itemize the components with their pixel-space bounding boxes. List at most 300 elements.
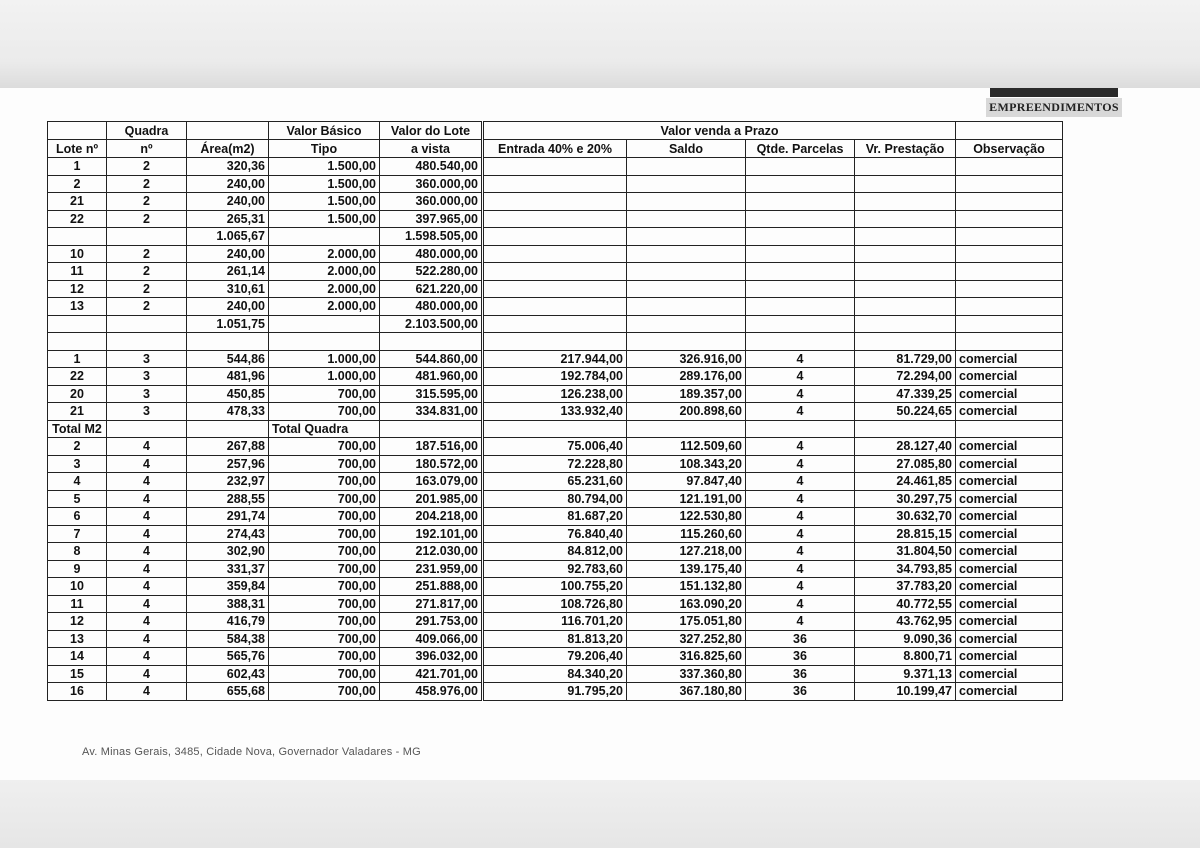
- header-observacao: Observação: [956, 140, 1063, 158]
- cell-lote: 13: [48, 630, 107, 648]
- cell-valor-basico: 1.500,00: [269, 193, 380, 211]
- cell-valor-basico: 700,00: [269, 525, 380, 543]
- cell-valor-lote: 2.103.500,00: [380, 315, 483, 333]
- table-row: [48, 613, 1063, 631]
- cell-lote: 8: [48, 543, 107, 561]
- cell-entrada: 116.701,20: [483, 613, 627, 631]
- cell-observacao: comercial: [956, 403, 1063, 421]
- cell-parcelas: [746, 210, 855, 228]
- header-quadra: nº: [107, 140, 187, 158]
- cell-entrada: 108.726,80: [483, 595, 627, 613]
- cell-area: 584,38: [187, 630, 269, 648]
- cell-valor-basico: 700,00: [269, 508, 380, 526]
- cell-quadra: [107, 333, 187, 351]
- cell-quadra: 4: [107, 648, 187, 666]
- cell-lote: [48, 228, 107, 246]
- cell-parcelas: [746, 420, 855, 438]
- cell-valor-lote: 180.572,00: [380, 455, 483, 473]
- cell-lote: [48, 333, 107, 351]
- cell-saldo: 97.847,40: [627, 473, 746, 491]
- cell-prestacao: 34.793,85: [855, 560, 956, 578]
- header-valor-lote-top: Valor do Lote: [380, 122, 483, 140]
- table-row: [48, 333, 1063, 351]
- cell-saldo: 337.360,80: [627, 665, 746, 683]
- cell-valor-basico: 700,00: [269, 490, 380, 508]
- cell-prestacao: 50.224,65: [855, 403, 956, 421]
- cell-observacao: comercial: [956, 350, 1063, 368]
- header-lote-top: [48, 122, 107, 140]
- cell-parcelas: 4: [746, 508, 855, 526]
- cell-area: 320,36: [187, 158, 269, 176]
- cell-entrada: [483, 263, 627, 281]
- header-observacao-top: [956, 122, 1063, 140]
- cell-area: 240,00: [187, 245, 269, 263]
- table-row: [48, 595, 1063, 613]
- cell-saldo: 108.343,20: [627, 455, 746, 473]
- cell-valor-basico: 1.000,00: [269, 368, 380, 386]
- cell-valor-basico: 700,00: [269, 595, 380, 613]
- cell-lote: 1: [48, 158, 107, 176]
- cell-entrada: [483, 280, 627, 298]
- cell-saldo: 163.090,20: [627, 595, 746, 613]
- table-row: [48, 473, 1063, 491]
- cell-prestacao: [855, 280, 956, 298]
- cell-valor-lote: 481.960,00: [380, 368, 483, 386]
- cell-lote: 1: [48, 350, 107, 368]
- cell-parcelas: [746, 175, 855, 193]
- cell-valor-basico: 2.000,00: [269, 263, 380, 281]
- cell-valor-lote: 360.000,00: [380, 175, 483, 193]
- cell-observacao: [956, 228, 1063, 246]
- header-quadra-top: Quadra: [107, 122, 187, 140]
- cell-observacao: [956, 280, 1063, 298]
- cell-valor-lote: 315.595,00: [380, 385, 483, 403]
- cell-lote: 5: [48, 490, 107, 508]
- cell-valor-lote: 204.218,00: [380, 508, 483, 526]
- cell-prestacao: 43.762,95: [855, 613, 956, 631]
- cell-lote: 15: [48, 665, 107, 683]
- cell-observacao: [956, 210, 1063, 228]
- cell-prestacao: [855, 175, 956, 193]
- cell-quadra: 4: [107, 438, 187, 456]
- cell-valor-basico: 700,00: [269, 403, 380, 421]
- cell-valor-lote: 522.280,00: [380, 263, 483, 281]
- table-row: [48, 315, 1063, 333]
- cell-saldo: 316.825,60: [627, 648, 746, 666]
- cell-saldo: 122.530,80: [627, 508, 746, 526]
- cell-quadra: 3: [107, 385, 187, 403]
- cell-prestacao: [855, 158, 956, 176]
- cell-area: 240,00: [187, 193, 269, 211]
- cell-valor-basico: 2.000,00: [269, 298, 380, 316]
- cell-saldo: 326.916,00: [627, 350, 746, 368]
- cell-area: 450,85: [187, 385, 269, 403]
- cell-lote: Total M2: [48, 420, 107, 438]
- cell-observacao: comercial: [956, 438, 1063, 456]
- cell-saldo: [627, 193, 746, 211]
- cell-lote: 12: [48, 280, 107, 298]
- cell-lote: 10: [48, 245, 107, 263]
- cell-observacao: [956, 245, 1063, 263]
- cell-parcelas: 4: [746, 543, 855, 561]
- cell-prestacao: 9.371,13: [855, 665, 956, 683]
- cell-quadra: 4: [107, 473, 187, 491]
- cell-saldo: 121.191,00: [627, 490, 746, 508]
- cell-observacao: [956, 193, 1063, 211]
- cell-lote: 11: [48, 263, 107, 281]
- cell-quadra: 2: [107, 158, 187, 176]
- table-row: [48, 263, 1063, 281]
- cell-valor-lote: 334.831,00: [380, 403, 483, 421]
- cell-area: 1.051,75: [187, 315, 269, 333]
- table-row: [48, 543, 1063, 561]
- cell-entrada: 100.755,20: [483, 578, 627, 596]
- cell-saldo: 200.898,60: [627, 403, 746, 421]
- cell-observacao: comercial: [956, 385, 1063, 403]
- table-row: [48, 228, 1063, 246]
- cell-saldo: [627, 280, 746, 298]
- cell-parcelas: 36: [746, 665, 855, 683]
- header-saldo: Saldo: [627, 140, 746, 158]
- scan-top-margin: [0, 0, 1200, 88]
- cell-valor-basico: 1.500,00: [269, 210, 380, 228]
- cell-quadra: [107, 315, 187, 333]
- cell-entrada: 72.228,80: [483, 455, 627, 473]
- table-row: [48, 350, 1063, 368]
- cell-lote: 2: [48, 175, 107, 193]
- cell-lote: 9: [48, 560, 107, 578]
- cell-saldo: [627, 420, 746, 438]
- cell-quadra: 2: [107, 193, 187, 211]
- header-area: Área(m2): [187, 140, 269, 158]
- cell-quadra: 3: [107, 403, 187, 421]
- header-area-top: [187, 122, 269, 140]
- cell-entrada: [483, 175, 627, 193]
- cell-saldo: [627, 315, 746, 333]
- cell-parcelas: 4: [746, 385, 855, 403]
- cell-lote: 20: [48, 385, 107, 403]
- cell-area: 232,97: [187, 473, 269, 491]
- cell-observacao: comercial: [956, 525, 1063, 543]
- cell-area: 1.065,67: [187, 228, 269, 246]
- cell-saldo: 189.357,00: [627, 385, 746, 403]
- table-row: [48, 438, 1063, 456]
- cell-entrada: [483, 228, 627, 246]
- cell-parcelas: [746, 228, 855, 246]
- price-table: [47, 121, 1063, 701]
- table-row: [48, 630, 1063, 648]
- cell-entrada: [483, 420, 627, 438]
- header-valor-lote: a vista: [380, 140, 483, 158]
- cell-lote: 10: [48, 578, 107, 596]
- cell-area: 478,33: [187, 403, 269, 421]
- cell-saldo: 327.252,80: [627, 630, 746, 648]
- cell-valor-lote: 201.985,00: [380, 490, 483, 508]
- cell-valor-basico: 700,00: [269, 438, 380, 456]
- cell-parcelas: 4: [746, 490, 855, 508]
- cell-area: 302,90: [187, 543, 269, 561]
- cell-parcelas: [746, 263, 855, 281]
- cell-lote: 3: [48, 455, 107, 473]
- cell-prestacao: [855, 263, 956, 281]
- cell-valor-basico: 2.000,00: [269, 245, 380, 263]
- cell-saldo: 289.176,00: [627, 368, 746, 386]
- cell-valor-lote: 212.030,00: [380, 543, 483, 561]
- cell-entrada: 81.813,20: [483, 630, 627, 648]
- cell-prestacao: [855, 210, 956, 228]
- cell-entrada: 91.795,20: [483, 683, 627, 701]
- cell-saldo: [627, 158, 746, 176]
- cell-parcelas: 36: [746, 648, 855, 666]
- header-valor-basico-top: Valor Básico: [269, 122, 380, 140]
- cell-parcelas: [746, 298, 855, 316]
- table-row: [48, 385, 1063, 403]
- cell-area: 655,68: [187, 683, 269, 701]
- cell-valor-lote: 291.753,00: [380, 613, 483, 631]
- cell-entrada: 217.944,00: [483, 350, 627, 368]
- table-row: [48, 578, 1063, 596]
- cell-valor-basico: 700,00: [269, 473, 380, 491]
- cell-lote: 13: [48, 298, 107, 316]
- cell-area: 240,00: [187, 298, 269, 316]
- cell-observacao: [956, 333, 1063, 351]
- cell-lote: 22: [48, 368, 107, 386]
- cell-valor-basico: Total Quadra: [269, 420, 380, 438]
- cell-prestacao: 9.090,36: [855, 630, 956, 648]
- cell-saldo: [627, 175, 746, 193]
- cell-observacao: [956, 158, 1063, 176]
- header-row-1: [48, 122, 1063, 140]
- cell-prestacao: 8.800,71: [855, 648, 956, 666]
- cell-valor-lote: 409.066,00: [380, 630, 483, 648]
- cell-saldo: [627, 245, 746, 263]
- cell-entrada: [483, 333, 627, 351]
- cell-area: 240,00: [187, 175, 269, 193]
- cell-valor-lote: 231.959,00: [380, 560, 483, 578]
- cell-observacao: comercial: [956, 490, 1063, 508]
- table-row: [48, 298, 1063, 316]
- cell-parcelas: 4: [746, 350, 855, 368]
- cell-prestacao: 28.815,15: [855, 525, 956, 543]
- cell-entrada: 81.687,20: [483, 508, 627, 526]
- cell-observacao: [956, 420, 1063, 438]
- table-row: [48, 665, 1063, 683]
- cell-area: 288,55: [187, 490, 269, 508]
- cell-quadra: 4: [107, 455, 187, 473]
- cell-prestacao: [855, 420, 956, 438]
- cell-quadra: 4: [107, 595, 187, 613]
- cell-observacao: comercial: [956, 368, 1063, 386]
- cell-parcelas: [746, 158, 855, 176]
- table-row: [48, 210, 1063, 228]
- cell-valor-basico: 2.000,00: [269, 280, 380, 298]
- cell-valor-lote: 163.079,00: [380, 473, 483, 491]
- cell-entrada: 192.784,00: [483, 368, 627, 386]
- cell-valor-basico: 1.500,00: [269, 158, 380, 176]
- cell-lote: 16: [48, 683, 107, 701]
- cell-parcelas: 4: [746, 578, 855, 596]
- cell-observacao: comercial: [956, 648, 1063, 666]
- cell-entrada: [483, 210, 627, 228]
- cell-valor-lote: 421.701,00: [380, 665, 483, 683]
- cell-valor-basico: 700,00: [269, 455, 380, 473]
- cell-entrada: 75.006,40: [483, 438, 627, 456]
- cell-area: 544,86: [187, 350, 269, 368]
- cell-observacao: [956, 298, 1063, 316]
- cell-lote: 4: [48, 473, 107, 491]
- cell-quadra: 3: [107, 350, 187, 368]
- cell-saldo: [627, 298, 746, 316]
- cell-saldo: [627, 228, 746, 246]
- cell-valor-basico: 700,00: [269, 683, 380, 701]
- cell-saldo: 115.260,60: [627, 525, 746, 543]
- cell-area: 565,76: [187, 648, 269, 666]
- header-prestacao: Vr. Prestação: [855, 140, 956, 158]
- cell-parcelas: [746, 280, 855, 298]
- cell-observacao: comercial: [956, 455, 1063, 473]
- table-row: [48, 525, 1063, 543]
- cell-parcelas: [746, 315, 855, 333]
- cell-valor-basico: 1.000,00: [269, 350, 380, 368]
- cell-parcelas: 4: [746, 473, 855, 491]
- cell-saldo: [627, 210, 746, 228]
- cell-valor-basico: 700,00: [269, 630, 380, 648]
- cell-entrada: 126.238,00: [483, 385, 627, 403]
- footer-address: Av. Minas Gerais, 3485, Cidade Nova, Governador Valadares - MG: [82, 746, 421, 758]
- cell-valor-lote: 360.000,00: [380, 193, 483, 211]
- cell-valor-lote: 544.860,00: [380, 350, 483, 368]
- cell-lote: [48, 315, 107, 333]
- cell-valor-lote: 192.101,00: [380, 525, 483, 543]
- table-row: [48, 648, 1063, 666]
- cell-valor-lote: 396.032,00: [380, 648, 483, 666]
- cell-lote: 2: [48, 438, 107, 456]
- cell-prestacao: [855, 333, 956, 351]
- cell-parcelas: [746, 193, 855, 211]
- cell-area: [187, 420, 269, 438]
- cell-valor-lote: [380, 333, 483, 351]
- cell-prestacao: [855, 245, 956, 263]
- cell-observacao: comercial: [956, 613, 1063, 631]
- cell-prestacao: [855, 315, 956, 333]
- cell-prestacao: 31.804,50: [855, 543, 956, 561]
- cell-observacao: [956, 315, 1063, 333]
- cell-entrada: [483, 315, 627, 333]
- cell-lote: 22: [48, 210, 107, 228]
- cell-observacao: comercial: [956, 578, 1063, 596]
- cell-area: 291,74: [187, 508, 269, 526]
- cell-lote: 21: [48, 403, 107, 421]
- cell-parcelas: 4: [746, 560, 855, 578]
- cell-area: 274,43: [187, 525, 269, 543]
- cell-entrada: 84.340,20: [483, 665, 627, 683]
- cell-valor-lote: 187.516,00: [380, 438, 483, 456]
- cell-observacao: comercial: [956, 683, 1063, 701]
- cell-quadra: 4: [107, 613, 187, 631]
- cell-valor-basico: 700,00: [269, 560, 380, 578]
- cell-quadra: 4: [107, 525, 187, 543]
- table-row: [48, 490, 1063, 508]
- table-row: [48, 245, 1063, 263]
- cell-quadra: 2: [107, 245, 187, 263]
- cell-valor-lote: 480.540,00: [380, 158, 483, 176]
- cell-quadra: 4: [107, 508, 187, 526]
- table-row: [48, 455, 1063, 473]
- cell-parcelas: [746, 245, 855, 263]
- cell-quadra: 2: [107, 298, 187, 316]
- cell-valor-lote: 1.598.505,00: [380, 228, 483, 246]
- cell-observacao: [956, 175, 1063, 193]
- cell-prestacao: 30.632,70: [855, 508, 956, 526]
- cell-entrada: [483, 298, 627, 316]
- cell-quadra: 2: [107, 263, 187, 281]
- cell-area: [187, 333, 269, 351]
- header-group-prazo: Valor venda a Prazo: [483, 122, 956, 140]
- header-parcelas: Qtde. Parcelas: [746, 140, 855, 158]
- table-row: [48, 158, 1063, 176]
- cell-observacao: [956, 263, 1063, 281]
- cell-entrada: 133.932,40: [483, 403, 627, 421]
- cell-valor-lote: [380, 420, 483, 438]
- cell-entrada: 80.794,00: [483, 490, 627, 508]
- cell-entrada: [483, 158, 627, 176]
- cell-lote: 21: [48, 193, 107, 211]
- cell-valor-lote: 251.888,00: [380, 578, 483, 596]
- cell-valor-lote: 480.000,00: [380, 298, 483, 316]
- cell-area: 481,96: [187, 368, 269, 386]
- cell-prestacao: 72.294,00: [855, 368, 956, 386]
- cell-parcelas: 4: [746, 613, 855, 631]
- header-lote: Lote nº: [48, 140, 107, 158]
- cell-parcelas: 4: [746, 368, 855, 386]
- cell-quadra: 4: [107, 578, 187, 596]
- cell-prestacao: [855, 298, 956, 316]
- cell-prestacao: [855, 193, 956, 211]
- cell-prestacao: 10.199,47: [855, 683, 956, 701]
- cell-entrada: 79.206,40: [483, 648, 627, 666]
- cell-valor-lote: 480.000,00: [380, 245, 483, 263]
- cell-area: 388,31: [187, 595, 269, 613]
- cell-observacao: comercial: [956, 508, 1063, 526]
- cell-observacao: comercial: [956, 543, 1063, 561]
- cell-valor-basico: 700,00: [269, 613, 380, 631]
- cell-area: 265,31: [187, 210, 269, 228]
- cell-area: 267,88: [187, 438, 269, 456]
- cell-parcelas: 36: [746, 683, 855, 701]
- table-row: [48, 403, 1063, 421]
- cell-quadra: 4: [107, 683, 187, 701]
- cell-entrada: [483, 193, 627, 211]
- table-row: [48, 560, 1063, 578]
- cell-lote: 12: [48, 613, 107, 631]
- cell-prestacao: 27.085,80: [855, 455, 956, 473]
- cell-quadra: [107, 420, 187, 438]
- cell-observacao: comercial: [956, 665, 1063, 683]
- cell-prestacao: 28.127,40: [855, 438, 956, 456]
- cell-area: 310,61: [187, 280, 269, 298]
- cell-area: 602,43: [187, 665, 269, 683]
- cell-saldo: [627, 263, 746, 281]
- cell-valor-lote: 621.220,00: [380, 280, 483, 298]
- cell-prestacao: 47.339,25: [855, 385, 956, 403]
- cell-valor-lote: 397.965,00: [380, 210, 483, 228]
- cell-parcelas: [746, 333, 855, 351]
- cell-lote: 14: [48, 648, 107, 666]
- cell-saldo: 151.132,80: [627, 578, 746, 596]
- cell-quadra: 2: [107, 175, 187, 193]
- cell-area: 331,37: [187, 560, 269, 578]
- table-row: [48, 368, 1063, 386]
